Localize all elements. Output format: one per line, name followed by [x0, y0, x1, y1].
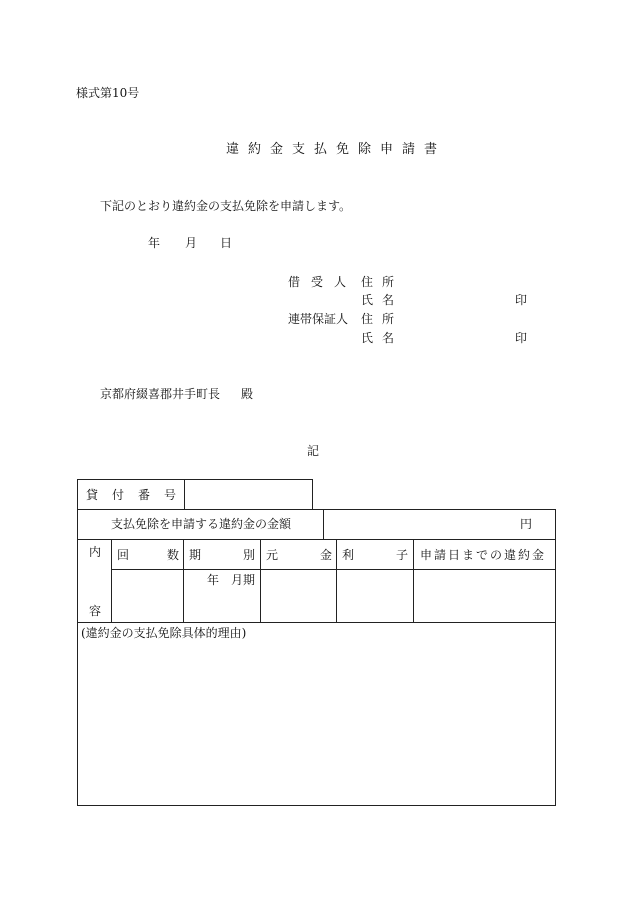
document-title: 違約金支払免除申請書 [226, 142, 447, 157]
count-field[interactable] [113, 571, 181, 620]
borrower-label: 借受人 [288, 275, 358, 289]
date-year: 年 [148, 236, 161, 250]
reason-label: (違約金の支払免除具体的理由) [81, 626, 247, 640]
col-interest-a: 利 [342, 548, 355, 562]
reason-field[interactable] [80, 642, 553, 802]
addressee-name: 京都府綴喜郡井手町長 [100, 387, 221, 401]
borrower-name-label: 氏名 [361, 293, 404, 307]
details-label-top: 内 [89, 545, 102, 559]
col-principal-b: 金 [320, 548, 333, 562]
guarantor-seal: 印 [515, 331, 528, 345]
date-day: 日 [220, 236, 233, 250]
addressee-honorific: 殿 [241, 387, 254, 401]
col-interest-b: 子 [396, 548, 409, 562]
borrower-seal: 印 [515, 293, 528, 307]
col-penalty: 申請日までの違約金 [420, 548, 547, 562]
principal-field[interactable] [262, 571, 334, 620]
col-period-b: 別 [243, 548, 256, 562]
loan-number-field[interactable] [186, 481, 310, 507]
guarantor-name-label: 氏名 [361, 331, 404, 345]
period-value: 年 月期 [207, 573, 256, 587]
currency-label: 円 [520, 517, 533, 531]
col-period-a: 期 [189, 548, 202, 562]
guarantor-address-label: 住所 [361, 312, 404, 326]
details-label-bottom: 容 [89, 604, 102, 618]
intro-text: 下記のとおり違約金の支払免除を申請します。 [100, 199, 352, 213]
note-heading: 記 [307, 444, 320, 458]
interest-field[interactable] [338, 571, 411, 620]
col-count-b: 数 [167, 548, 180, 562]
loan-number-label: 貸付番号 [86, 488, 191, 502]
borrower-address-label: 住所 [361, 275, 404, 289]
form-number: 様式第10号 [76, 86, 140, 100]
date-month: 月 [185, 236, 198, 250]
col-count-a: 回 [117, 548, 130, 562]
amount-label: 支払免除を申請する違約金の金額 [111, 517, 292, 531]
col-principal-a: 元 [266, 548, 279, 562]
guarantor-label: 連帯保証人 [288, 312, 349, 326]
amount-field[interactable] [326, 511, 506, 537]
penalty-field[interactable] [415, 571, 553, 620]
